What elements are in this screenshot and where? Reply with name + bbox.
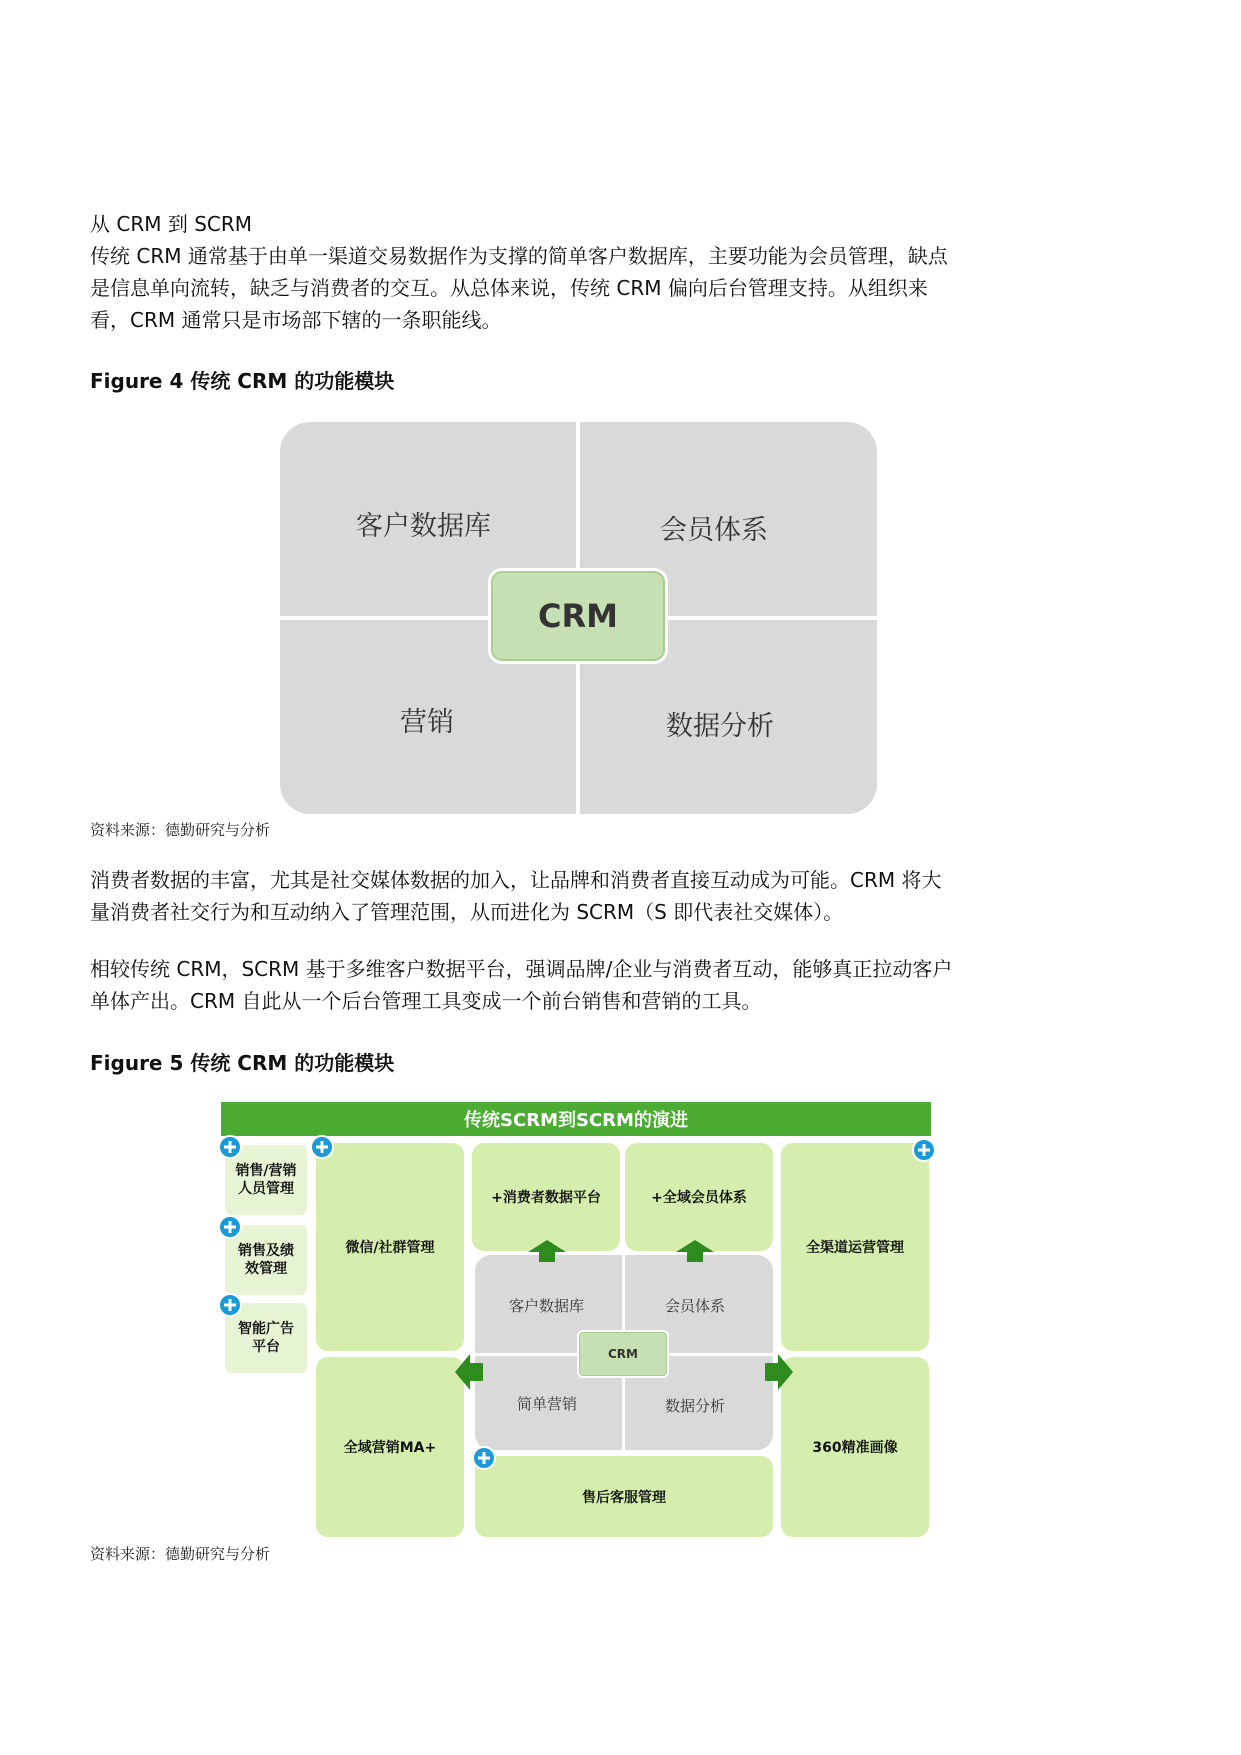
inner-quadrant-label: 会员体系 [665,1297,726,1315]
paragraph-1 [90,240,1090,336]
box-smart-ads: 智能广告 平台 [225,1303,307,1373]
figure-5-source: 资料来源：德勤研究与分析 [90,1545,271,1563]
paragraph-line: 是信息单向流转，缺乏与消费者的交互。从总体来说，传统 CRM 偏向后台管理支持。从组织来 [90,276,928,300]
quadrant-label: 营销 [400,707,454,738]
box-after-sales: 售后客服管理 [475,1456,773,1537]
paragraph-line: 相较传统 CRM，SCRM 基于多维客户数据平台，强调品牌/企业与消费者互动，能够真正拉动客户 [90,957,953,981]
box-member-system-all: +全域会员体系 [625,1143,773,1251]
plus-icon [310,1135,334,1159]
paragraph-line: 量消费者社交行为和互动纳入了管理范围，从而进化为 SCRM（S 即代表社交媒体）。 [90,900,844,924]
figure-5-caption: Figure 5 传统 CRM 的功能模块 [90,1051,395,1075]
arrow-up-icon [528,1240,566,1262]
arrow-left-icon [455,1354,483,1390]
crm-center-small: CRM [577,1330,669,1378]
inner-quadrant-label: 客户数据库 [509,1297,585,1315]
plus-icon [912,1138,936,1162]
section-title: 从 CRM 到 SCRM [90,212,253,236]
paragraph-2 [90,864,1090,928]
inner-quadrant-label: 数据分析 [665,1397,726,1415]
paragraph-line: 传统 CRM 通常基于由单一渠道交易数据作为支撑的简单客户数据库，主要功能为会员管理，缺点 [90,244,948,268]
plus-icon [472,1446,496,1470]
box-wechat: 微信/社群管理 [316,1143,464,1351]
paragraph-line: 看，CRM 通常只是市场部下辖的一条职能线。 [90,308,502,332]
plus-icon [218,1135,242,1159]
crm-center: CRM [488,568,668,664]
box-sales-staff: 销售/营销 人员管理 [225,1145,307,1215]
plus-icon [218,1293,242,1317]
plus-icon [218,1215,242,1239]
box-sales-performance: 销售及绩 效管理 [225,1225,307,1295]
paragraph-line: 消费者数据的丰富，尤其是社交媒体数据的加入，让品牌和消费者直接互动成为可能。CRM 将大 [90,868,942,892]
paragraph-line: 单体产出。CRM 自此从一个后台管理工具变成一个前台销售和营销的工具。 [90,989,762,1013]
figure-5-header: 传统SCRM到SCRM的演进 [221,1102,931,1136]
box-consumer-platform: +消费者数据平台 [472,1143,620,1251]
quadrant-label: 数据分析 [666,711,774,742]
quadrant-label: 客户数据库 [356,511,491,542]
arrow-up-icon [676,1240,714,1262]
box-marketing-ma: 全域营销MA+ [316,1357,464,1537]
paragraph-3 [90,953,1090,1017]
quadrant-label: 会员体系 [660,515,768,546]
inner-quadrant-label: 简单营销 [517,1395,578,1413]
box-omni-channel: 全渠道运营管理 [781,1143,929,1351]
box-360-portrait: 360精准画像 [781,1357,929,1537]
arrow-right-icon [765,1354,793,1390]
figure-4-source: 资料来源：德勤研究与分析 [90,821,271,839]
figure-4-caption: Figure 4 传统 CRM 的功能模块 [90,369,395,393]
